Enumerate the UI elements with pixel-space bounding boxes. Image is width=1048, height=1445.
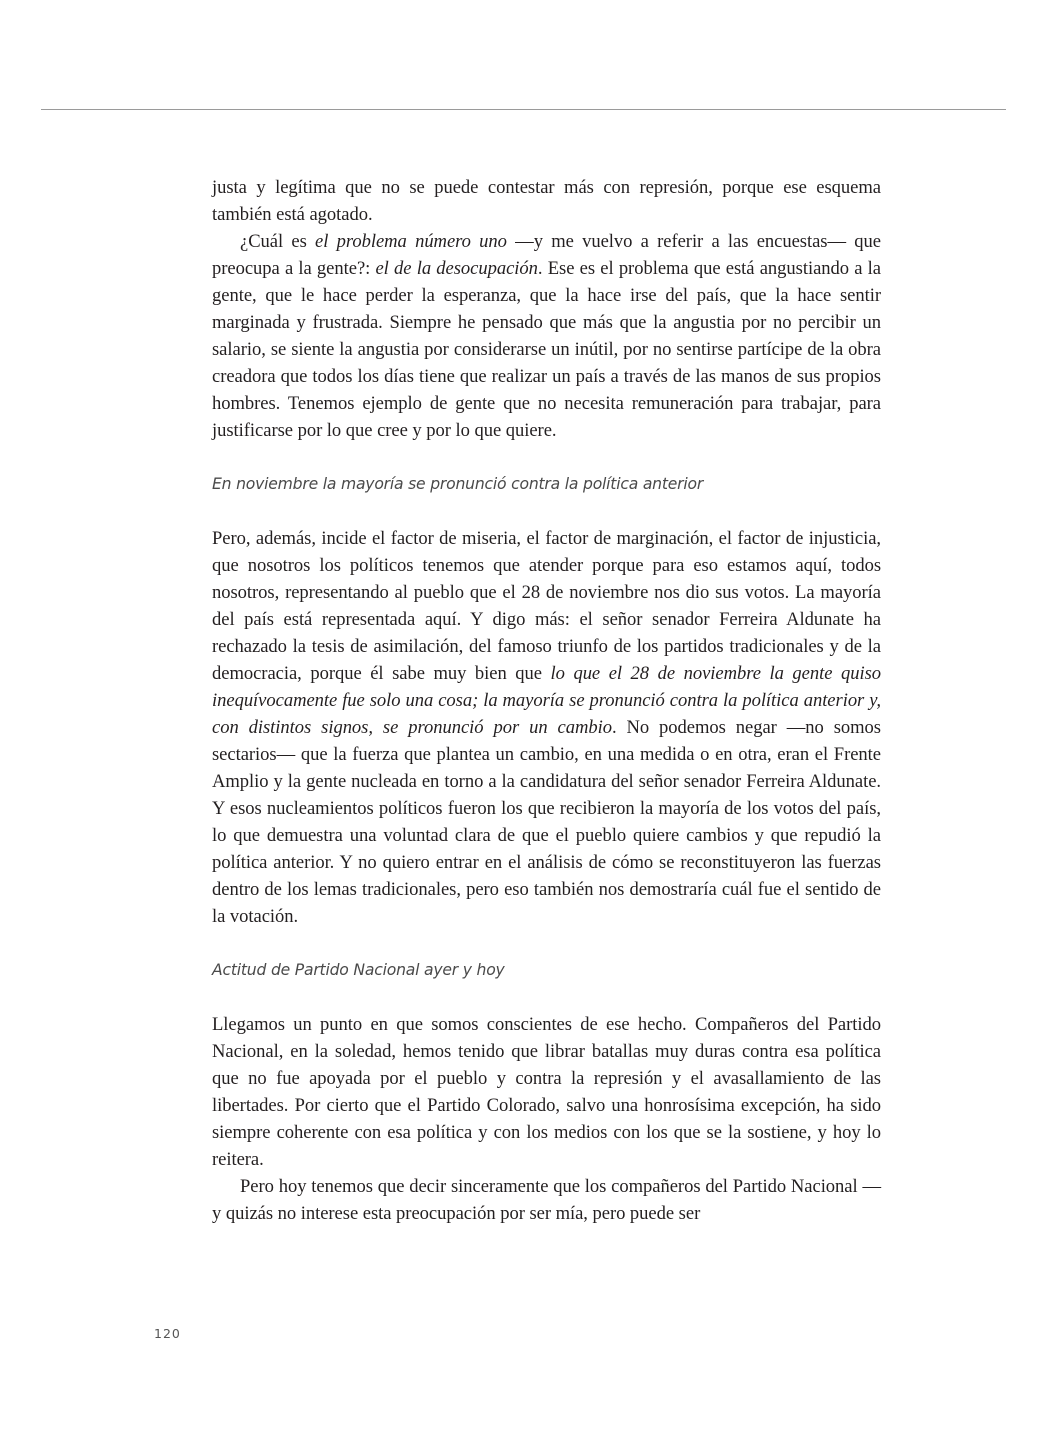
body-text bbox=[212, 174, 881, 1227]
header-rule bbox=[41, 109, 1006, 110]
section-heading: Actitud de Partido Nacional ayer y hoy bbox=[212, 961, 505, 979]
paragraph-november-vote: Pero, además, incide el factor de miseria, el factor de marginación, el factor de injusticia, que nosotros los políticos tenemos que atender porque para eso estamos aquí, todos nosotros, representando al pueblo que el 28 de noviembre nos dio sus votos. La mayoría del país está representada aquí. Y digo más: el señor senador Ferreira Aldunate ha rechazado la tesis de asimilación, del famoso triunfo de los partidos tradicionales y de la democracia, porque él sabe muy bien que lo que el 28 de noviembre la gente quiso inequívocamente fue solo una cosa; la mayoría se pronunció contra la política anterior y, con distintos signos, se pronunció por un cambio. No podemos negar —no somos sectarios— que la fuerza que plantea un cambio, en una medida o en otra, eran el Frente Amplio y la gente nucleada en torno a la candidatura del señor senador Ferreira Aldunate. Y esos nucleamientos políticos fueron los que recibieron la mayoría de los votos del país, lo que demuestra una voluntad clara de que el pueblo quiere cambios y que repudió la política anterior. Y no quiero entrar en el análisis de cómo se reconstituyeron las fuerzas dentro de los lemas tradicionales, pero eso también nos demostraría cuál fue el sentido de la votación. bbox=[212, 528, 881, 927]
paragraph-final: Pero hoy tenemos que decir sinceramente que los compañeros del Partido Nacional —y quizás no interese esta preocupación por ser mía, pero puede ser bbox=[212, 1176, 881, 1224]
page-number: 120 bbox=[154, 1326, 181, 1341]
section-heading: En noviembre la mayoría se pronunció contra la política anterior bbox=[212, 475, 704, 493]
paragraph-partido-nacional: Llegamos un punto en que somos conscientes de ese hecho. Compañeros del Partido Nacional, en la soledad, hemos tenido que librar batallas muy duras contra esa política que no fue apoyada por el pueblo y contra la represión y el avasallamiento de las libertades. Por cierto que el Partido Colorado, salvo una honrosísima excepción, ha sido siempre coherente con esa política y con los medios con los que se la sostiene, y hoy lo reitera. bbox=[212, 1014, 881, 1170]
paragraph-problem-number-one: ¿Cuál es el problema número uno —y me vuelvo a referir a las encuestas— que preocupa a la gente?: el de la desocupación. Ese es el problema que está angustiando a la gente, que le hace perder la esperanza, que la hace irse del país, que la hace sentir marginada y frustrada. Siempre he pensado que más que la angustia por no percibir un salario, se siente la angustia por considerarse un inútil, por no sentirse partícipe de la obra creadora que todos los días tiene que realizar un país a través de las manos de sus propios hombres. Tenemos ejemplo de gente que no necesita remuneración para trabajar, para justificarse por lo que cree y por lo que quiere. bbox=[212, 231, 881, 441]
paragraph-continued: justa y legítima que no se puede contestar más con represión, porque ese esquema también está agotado. bbox=[212, 177, 881, 225]
